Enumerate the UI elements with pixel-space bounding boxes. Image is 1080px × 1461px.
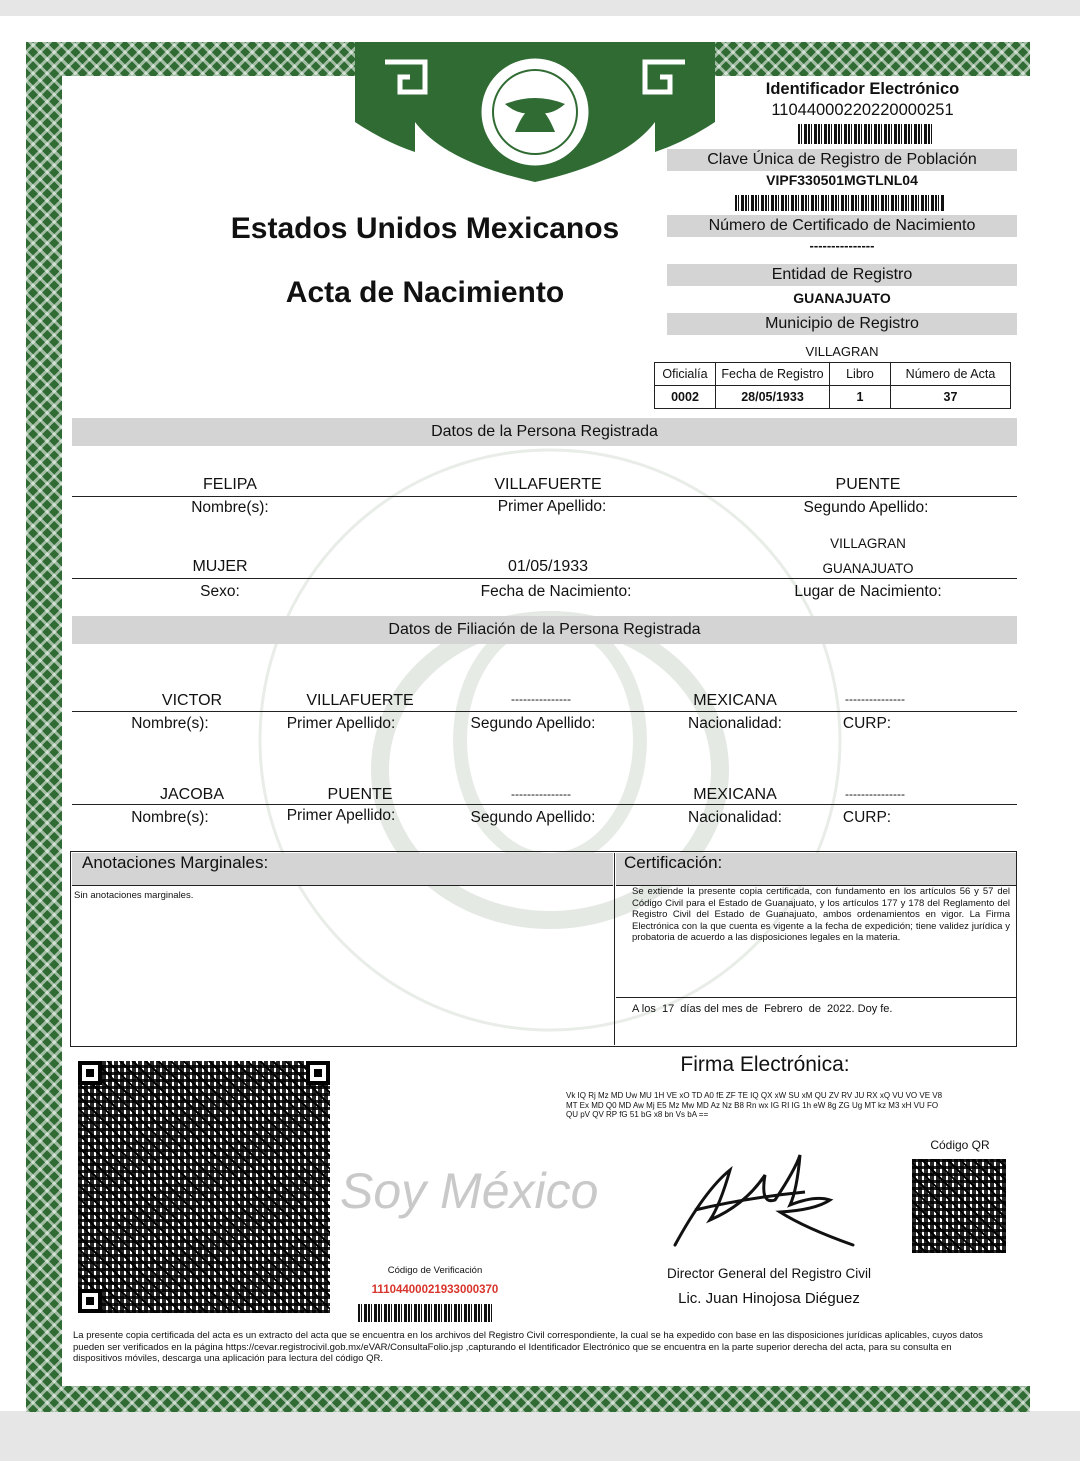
curp-value: VIPF330501MGTLNL04 [766,172,918,188]
signature-title: Firma Electrónica: [680,1053,850,1076]
box-divider [614,853,615,1045]
parent1-second-surname-label: Segundo Apellido: [470,715,596,732]
municipality-value: VILLAGRAN [805,344,879,359]
parent2-name: JACOBA [159,786,224,803]
person-second-surname: PUENTE [835,476,901,493]
person-second-surname-label: Segundo Apellido: [803,499,929,516]
annotations-title: Anotaciones Marginales: [82,853,269,872]
birth-cert-value: --------------- [809,238,875,253]
registry-date: 28/05/1933 [716,386,830,409]
verification-code: 11104400021933000370 [371,1284,499,1296]
person-section-title: Datos de la Persona Registrada [72,418,1017,446]
parent1-name-label: Nombre(s): [131,715,209,732]
filiation-section-title: Datos de Filiación de la Persona Registrada [72,616,1017,644]
electronic-id-label: Identificador Electrónico [765,80,960,98]
registry-header-book: Libro [830,363,891,386]
registry-act-number: 37 [891,386,1011,409]
parent2-second-surname-label: Segundo Apellido: [470,809,596,826]
parent2-first-surname-label: Primer Apellido: [286,807,396,824]
parent2-nationality-label: Nacionalidad: [688,809,782,826]
registry-table [654,362,1011,409]
divider [616,997,1016,998]
curp-barcode [735,195,945,211]
certification-date: A los 17 días del mes de Febrero de 2022. Doy fe. [632,1003,893,1015]
person-first-surname-label: Primer Apellido: [497,498,607,515]
registry-value-row [655,386,1011,409]
country-title: Estados Unidos Mexicanos [230,212,620,245]
qr-finder [306,1061,330,1085]
soy-mexico-watermark [340,1162,598,1220]
entity-value: GUANAJUATO [793,290,891,306]
divider [72,711,1017,712]
certification-title: Certificación: [624,853,723,872]
registry-header-row [655,363,1011,386]
qr-finder [78,1289,102,1313]
verification-qr-code [78,1061,330,1313]
parent2-curp: --------------- [845,787,905,801]
official-title: Director General del Registro Civil [666,1266,872,1281]
parent1-nationality-label: Nacionalidad: [688,715,782,732]
person-sex: MUJER [192,558,248,575]
entity-label: Entidad de Registro [667,264,1017,286]
parent2-curp-label: CURP: [842,809,892,826]
parent1-second-surname: --------------- [511,692,571,706]
certification-text: Se extiende la presente copia certificada, con fundamento en los artículos 56 y 57 del Código Civil para el Estado de Guanajuato, y los artículos 177 y 178 del Reglamento del Registro Civil del Estado de Guanajuato, ambos ordenamientos en vigor. La Firma Electrónica con la que cuenta es vigente a la fecha de expedición; tiene validez jurídica y probatoria de acuerdo a las disposiciones legales en la materia. [632,886,1010,943]
coat-of-arms-seal [355,42,715,182]
birth-place-state: GUANAJUATO [822,561,914,576]
annotations-text: Sin anotaciones marginales. [74,890,194,901]
person-first-surname: VILLAFUERTE [494,476,602,493]
parent1-curp: --------------- [845,692,905,706]
divider [72,578,1017,579]
handwritten-signature [665,1150,865,1250]
small-qr-code [912,1159,1006,1253]
parent1-name: VICTOR [161,692,223,709]
top-bar [0,0,1080,16]
person-name-label: Nombre(s): [191,499,269,516]
registry-header-act: Número de Acta [891,363,1011,386]
person-birth-place-label: Lugar de Nacimiento: [794,583,942,600]
birth-place-municipality: VILLAGRAN [830,536,906,551]
person-birth-date-label: Fecha de Nacimiento: [480,583,632,600]
parent1-curp-label: CURP: [842,715,892,732]
registry-header-office: Oficialía [655,363,716,386]
official-name: Lic. Juan Hinojosa Diéguez [678,1290,860,1307]
parent1-nationality: MEXICANA [693,692,777,709]
verification-label: Código de Verificación [387,1265,483,1276]
registry-header-date: Fecha de Registro [716,363,830,386]
municipality-label: Municipio de Registro [667,313,1017,335]
qr-label: Código QR [930,1138,990,1152]
divider [72,496,1017,497]
verification-barcode [358,1304,494,1322]
divider [72,804,1017,805]
parent2-first-surname: PUENTE [327,786,393,803]
parent2-name-label: Nombre(s): [131,809,209,826]
electronic-id-value: 11044000220220000251 [771,101,954,119]
parent1-first-surname: VILLAFUERTE [306,692,414,709]
registry-office: 0002 [655,386,716,409]
qr-finder [78,1061,102,1085]
curp-label: Clave Única de Registro de Población [667,149,1017,171]
registry-book: 1 [830,386,891,409]
parent1-first-surname-label: Primer Apellido: [286,715,396,732]
signature-hash: Vk IQ Rj Mz MD Uw MU 1H VE xO TD A0 fE ZF TE IQ QX xW SU xM QU ZV RV JU RX xQ VU VO VE V8 MT Ex MD Q0 MD Aw Mj E5 Mz Mw MD Az Nz B8 Rn wx IG RI IG 1h eW 8g ZG Ug MT kz M3 xH VU FO QU pV QV RP fG 51 bG x8 bn Vs bA == [566,1091,943,1119]
soy-mexico-text: Soy México [340,1163,599,1219]
electronic-id-barcode [798,124,932,144]
birth-cert-label: Número de Certificado de Nacimiento [667,215,1017,237]
footer-text: La presente copia certificada del acta es un extracto del acta que se encuentra en los archivos del Registro Civil correspondiente, la cual se ha expedido con base en las disposiciones jurídicas aplicables, cuyos datos pueden ser verificados en la página https://cevar.registrocivil.gob.mx/eVAR/ConsultaFolio.jsp ,capturando el Identificador Electrónico que se encuentra en la parte superior derecha del acta, para su consulta en dispositivos móviles, descarga una aplicación para lectura del código QR. [73,1330,983,1364]
person-birth-date: 01/05/1933 [507,558,589,575]
person-name: FELIPA [203,476,257,493]
parent2-nationality: MEXICANA [693,786,777,803]
document-title: Acta de Nacimiento [285,276,565,309]
person-sex-label: Sexo: [200,583,240,600]
parent2-second-surname: --------------- [511,787,571,801]
